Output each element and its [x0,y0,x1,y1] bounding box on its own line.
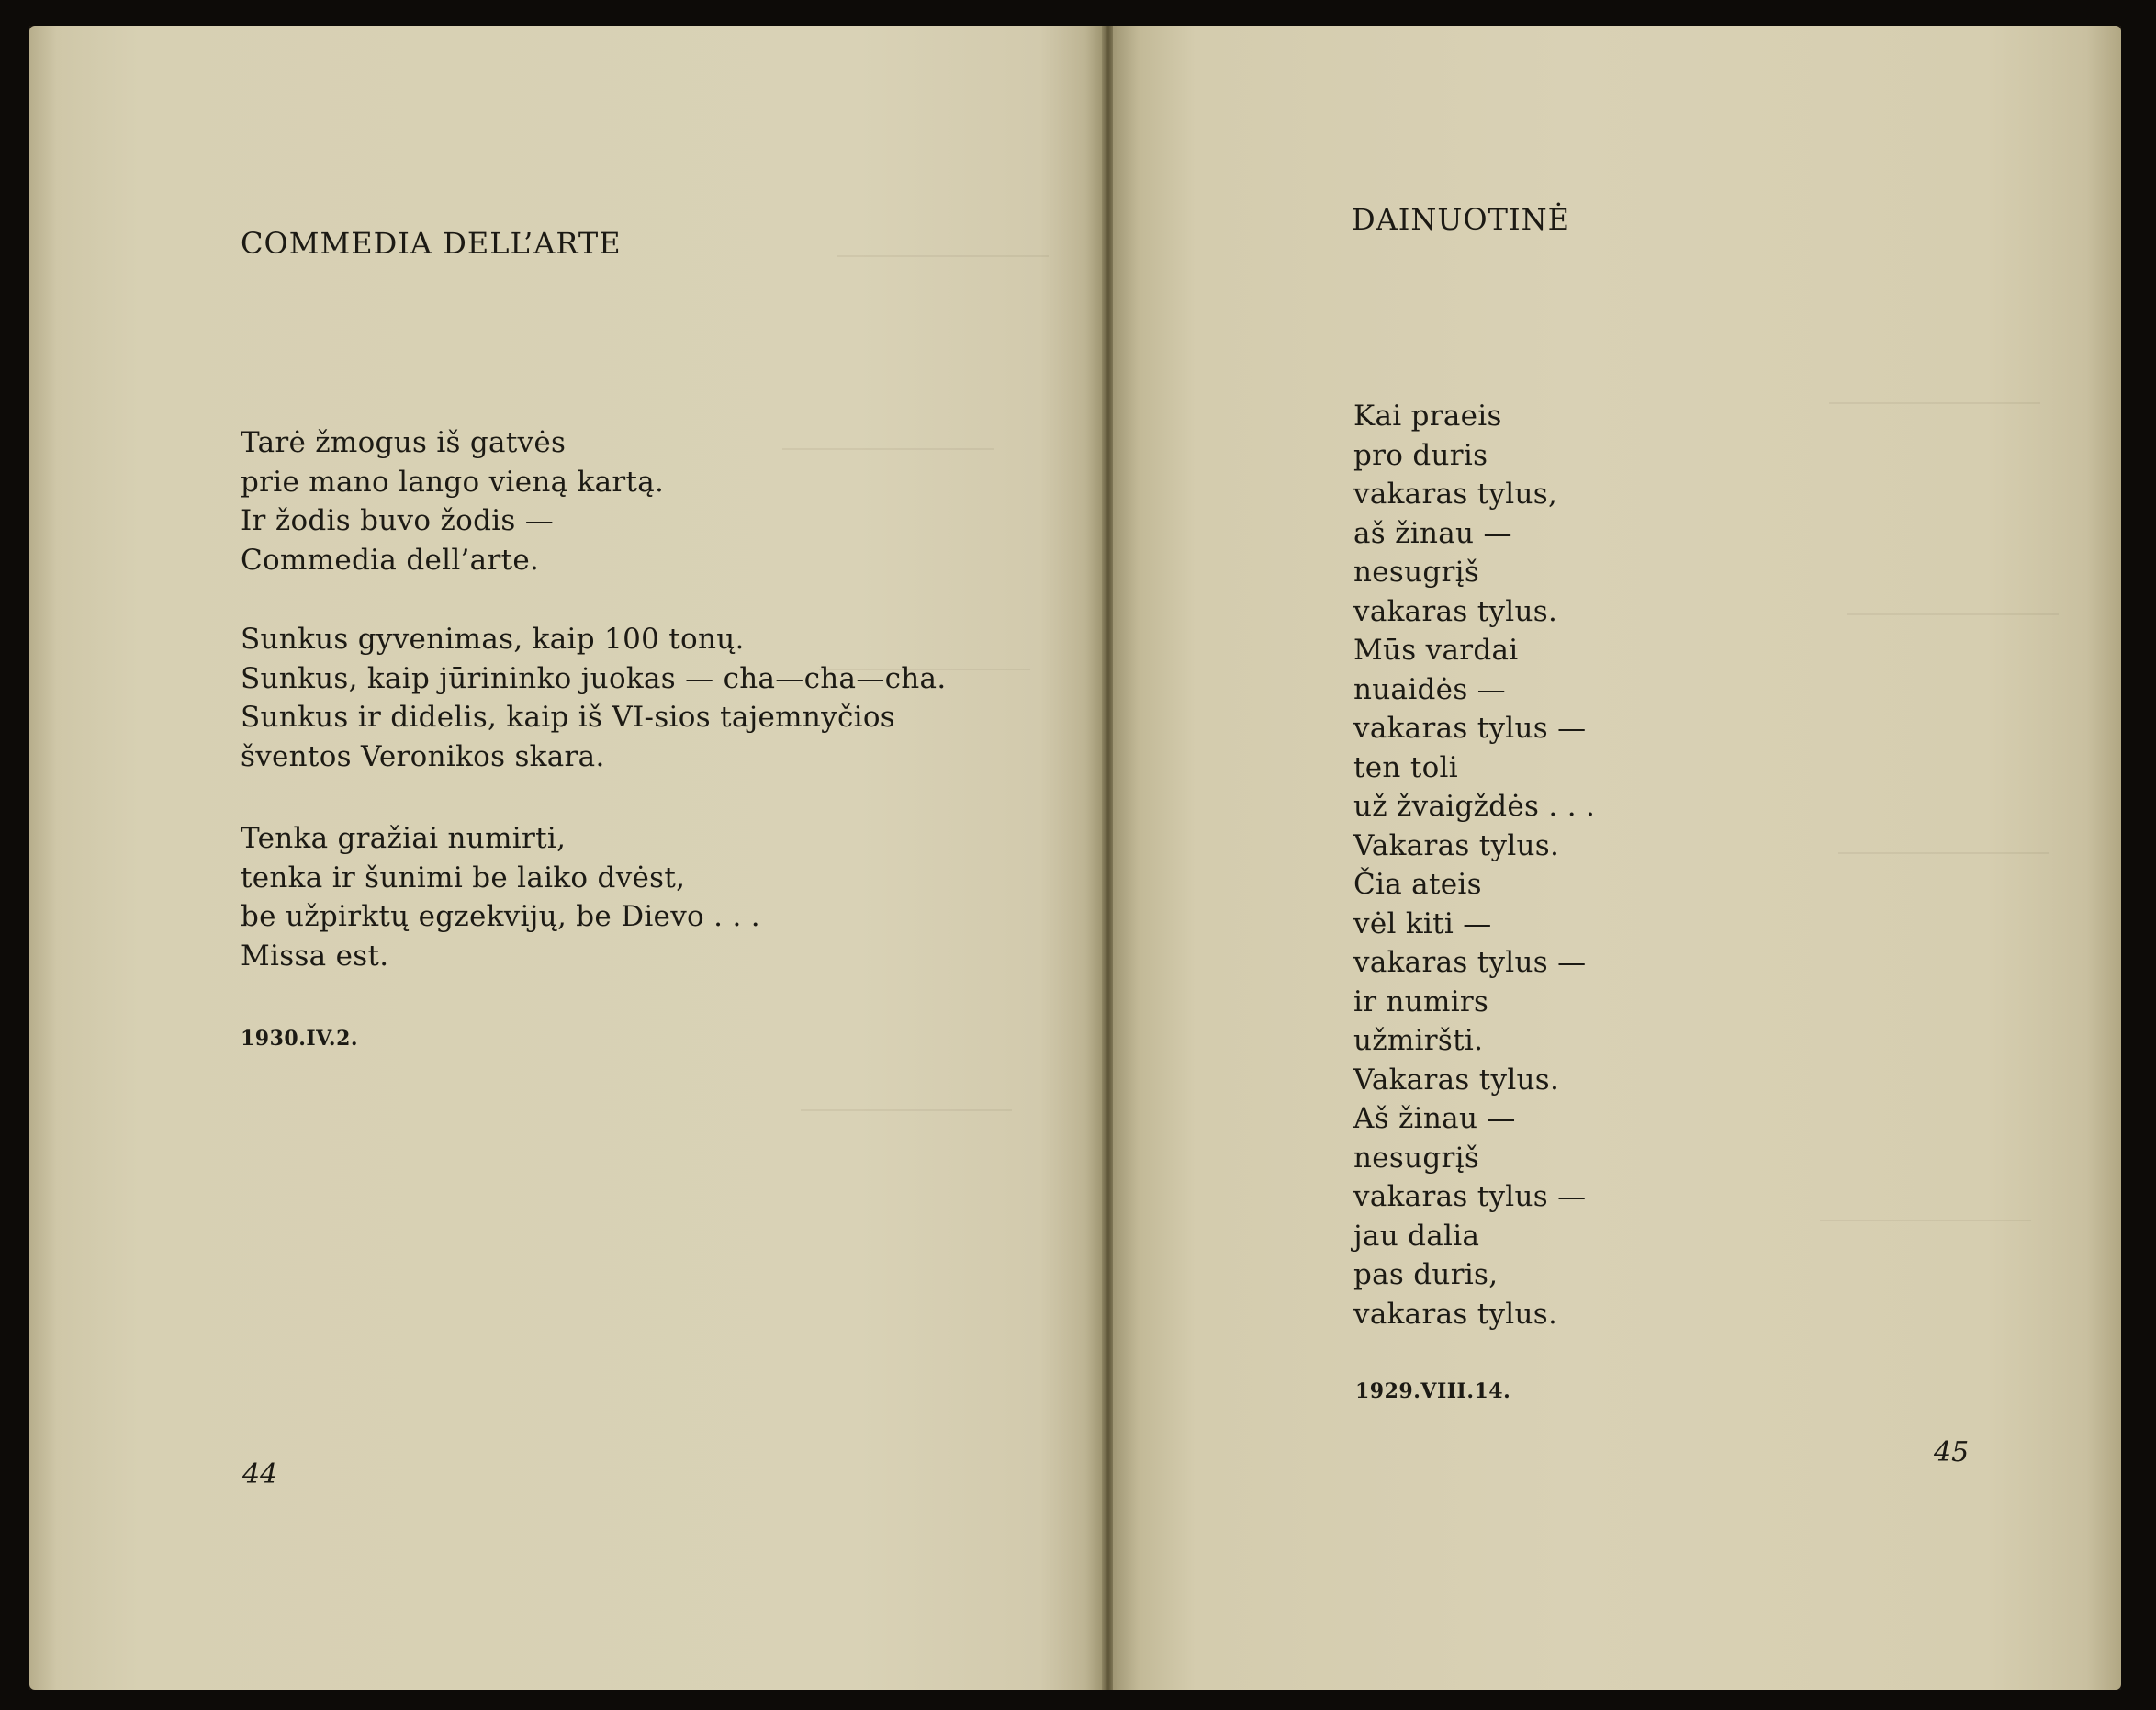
left-page [29,26,1104,1690]
poem-line: vakaras tylus. [1353,1297,1558,1331]
poem-line: Missa est. [241,939,389,973]
poem-line: Mūs vardai [1353,634,1519,667]
poem-line: nesugrįš [1353,556,1480,589]
poem-line: vakaras tylus — [1353,1180,1587,1213]
poem-line: vakaras tylus — [1353,712,1587,745]
poem-line: Tenka gražiai numirti, [241,822,567,855]
poem-line: jau dalia [1353,1219,1480,1253]
left-stanza-1 [241,423,664,579]
poem-line: Sunkus ir didelis, kaip iš VI-sios tajemnyčios [241,701,895,734]
poem-line: šventos Veronikos skara. [241,739,605,773]
poem-line: Commedia dell’arte. [241,543,540,577]
left-stanza-2 [241,620,946,776]
bleed-through-mark [801,1109,1012,1111]
poem-line: vakaras tylus. [1353,594,1558,628]
poem-line: užmiršti. [1353,1024,1484,1057]
bleed-through-mark [1838,852,2049,854]
poem-line: Sunkus gyvenimas, kaip 100 tonų. [241,623,745,656]
right-page-number: 45 [1934,1436,1970,1468]
poem-line: Vakaras tylus. [1353,1063,1560,1097]
right-poem-title: DAINUOTINĖ [1352,202,1570,237]
poem-line: ir numirs [1353,984,1489,1018]
poem-line: nuaidės — [1353,672,1506,706]
bleed-through-mark [1829,402,2040,404]
poem-line: už žvaigždės . . . [1353,790,1596,823]
bleed-through-mark [1847,613,2059,615]
poem-line: pro duris [1353,438,1488,472]
bleed-through-mark [837,255,1049,257]
poem-line: pas duris, [1353,1258,1499,1291]
right-page [1113,26,2121,1690]
poem-line: Tarė žmogus iš gatvės [241,426,567,459]
left-poem-date: 1930.IV.2. [241,1027,359,1051]
poem-line: vakaras tylus — [1353,946,1587,979]
poem-line: aš žinau — [1353,516,1512,550]
bleed-through-mark [782,448,994,450]
poem-line: Kai praeis [1353,399,1502,433]
poem-line: Sunkus, kaip jūrininko juokas — cha—cha—cha. [241,661,947,695]
bleed-through-mark [1820,1220,2031,1221]
poem-line: Vakaras tylus. [1353,828,1560,862]
poem-line: Aš žinau — [1353,1102,1516,1135]
left-stanza-3 [241,819,760,975]
right-poem-body [1353,397,1595,1333]
poem-line: nesugrįš [1353,1141,1480,1175]
poem-line: prie mano lango vieną kartą. [241,465,665,499]
right-poem-date: 1929.VIII.14. [1355,1379,1511,1403]
book-spread [29,26,2121,1690]
poem-line: Čia ateis [1353,868,1482,901]
left-page-number: 44 [242,1458,278,1491]
poem-line: tenka ir šunimi be laiko dvėst, [241,861,686,894]
poem-line: Ir žodis buvo žodis — [241,504,555,537]
poem-line: vėl kiti — [1353,906,1492,940]
left-poem-title: COMMEDIA DELL’ARTE [241,226,622,261]
poem-line: ten toli [1353,750,1458,784]
poem-line: be užpirktų egzekvijų, be Dievo . . . [241,900,760,933]
poem-line: vakaras tylus, [1353,478,1558,511]
